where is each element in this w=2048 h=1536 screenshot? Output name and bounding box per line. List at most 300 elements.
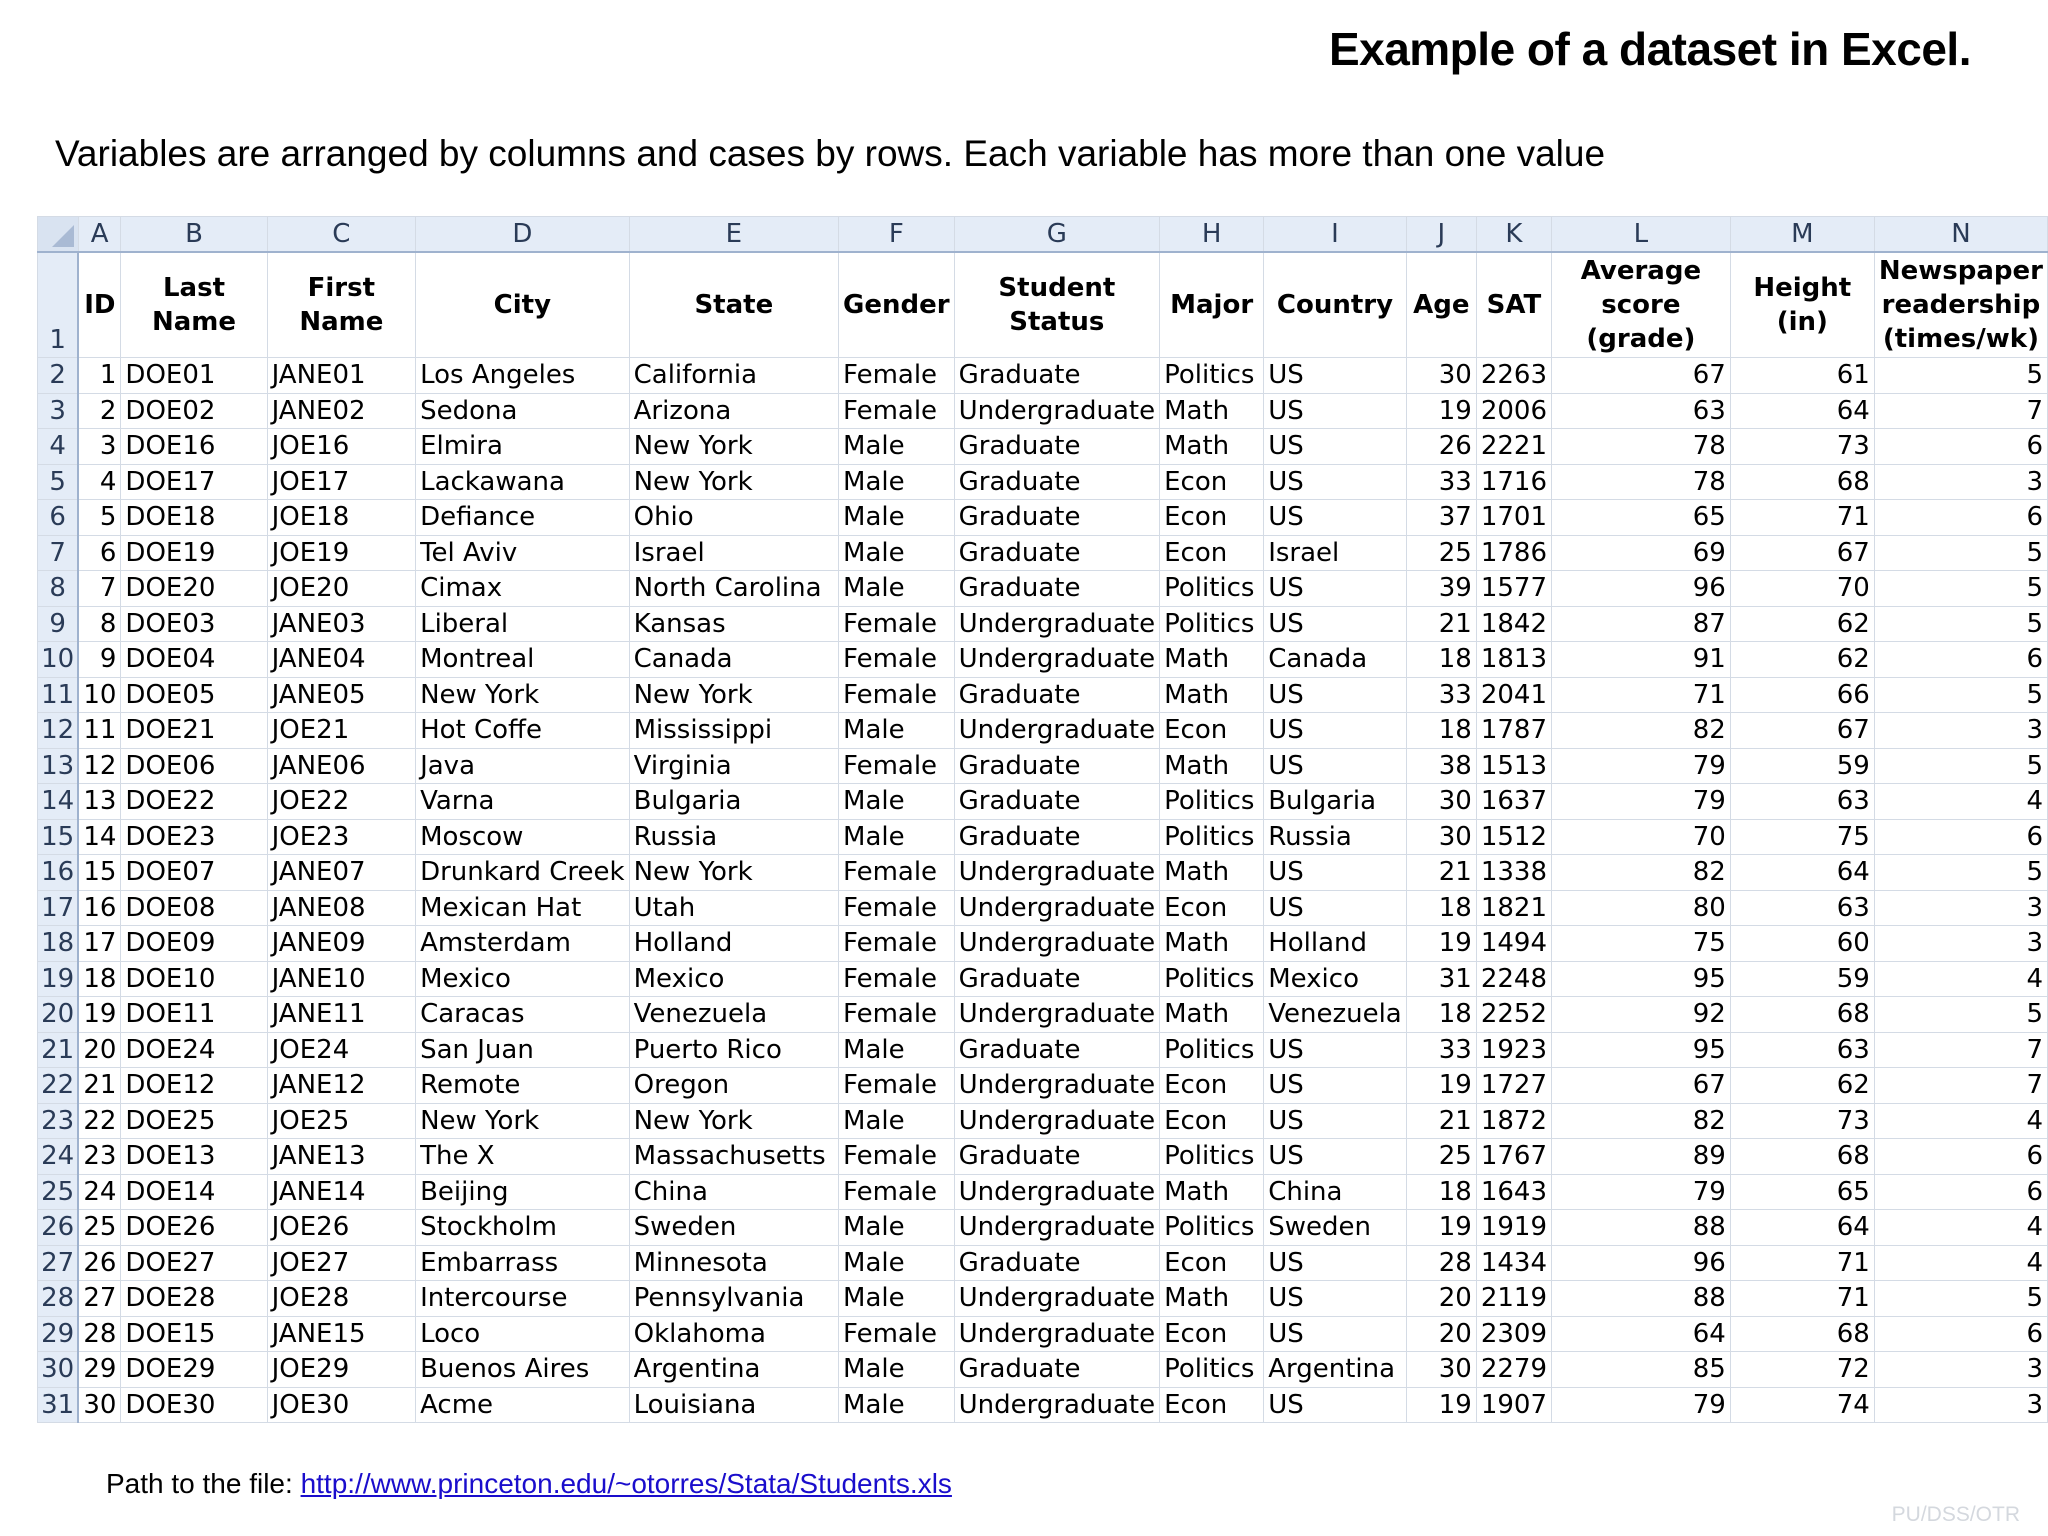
row-number[interactable]: 4 bbox=[38, 429, 79, 465]
data-cell[interactable]: US bbox=[1264, 855, 1407, 891]
header-cell[interactable]: First Name bbox=[267, 252, 415, 358]
data-cell[interactable]: Beijing bbox=[416, 1174, 630, 1210]
data-cell[interactable]: Mexico bbox=[1264, 961, 1407, 997]
data-cell[interactable]: 64 bbox=[1730, 1210, 1874, 1246]
data-cell[interactable]: 1727 bbox=[1476, 1068, 1551, 1104]
data-cell[interactable]: 1338 bbox=[1476, 855, 1551, 891]
data-cell[interactable]: JOE21 bbox=[267, 713, 415, 749]
data-cell[interactable]: Female bbox=[839, 1068, 955, 1104]
data-cell[interactable]: Russia bbox=[1264, 819, 1407, 855]
data-cell[interactable]: Politics bbox=[1160, 1352, 1264, 1388]
data-cell[interactable]: 82 bbox=[1552, 855, 1731, 891]
data-cell[interactable]: Graduate bbox=[954, 464, 1159, 500]
data-cell[interactable]: San Juan bbox=[416, 1032, 630, 1068]
data-cell[interactable]: Intercourse bbox=[416, 1281, 630, 1317]
data-cell[interactable]: DOE22 bbox=[121, 784, 267, 820]
data-cell[interactable]: Israel bbox=[1264, 535, 1407, 571]
header-cell[interactable]: Age bbox=[1406, 252, 1476, 358]
data-cell[interactable]: DOE20 bbox=[121, 571, 267, 607]
data-cell[interactable]: DOE09 bbox=[121, 926, 267, 962]
data-cell[interactable]: 15 bbox=[78, 855, 121, 891]
row-number[interactable]: 26 bbox=[38, 1210, 79, 1246]
data-cell[interactable]: 68 bbox=[1730, 1316, 1874, 1352]
data-cell[interactable]: 73 bbox=[1730, 1103, 1874, 1139]
data-cell[interactable]: 7 bbox=[1874, 1032, 2047, 1068]
data-cell[interactable]: 10 bbox=[78, 677, 121, 713]
data-cell[interactable]: Ohio bbox=[629, 500, 838, 536]
data-cell[interactable]: Econ bbox=[1160, 890, 1264, 926]
data-cell[interactable]: 6 bbox=[1874, 500, 2047, 536]
data-cell[interactable]: Male bbox=[839, 1352, 955, 1388]
data-cell[interactable]: DOE08 bbox=[121, 890, 267, 926]
data-cell[interactable]: 88 bbox=[1552, 1281, 1731, 1317]
data-cell[interactable]: JANE07 bbox=[267, 855, 415, 891]
data-cell[interactable]: JANE02 bbox=[267, 393, 415, 429]
data-cell[interactable]: 8 bbox=[78, 606, 121, 642]
data-cell[interactable]: JANE08 bbox=[267, 890, 415, 926]
data-cell[interactable]: 1821 bbox=[1476, 890, 1551, 926]
data-cell[interactable]: 14 bbox=[78, 819, 121, 855]
data-cell[interactable]: Econ bbox=[1160, 1068, 1264, 1104]
data-cell[interactable]: 95 bbox=[1552, 1032, 1731, 1068]
data-cell[interactable]: 62 bbox=[1730, 1068, 1874, 1104]
data-cell[interactable]: 96 bbox=[1552, 1245, 1731, 1281]
data-cell[interactable]: Male bbox=[839, 1281, 955, 1317]
data-cell[interactable]: Male bbox=[839, 535, 955, 571]
data-cell[interactable]: Remote bbox=[416, 1068, 630, 1104]
data-cell[interactable]: JANE13 bbox=[267, 1139, 415, 1175]
data-cell[interactable]: US bbox=[1264, 1068, 1407, 1104]
row-number[interactable]: 15 bbox=[38, 819, 79, 855]
row-number[interactable]: 13 bbox=[38, 748, 79, 784]
data-cell[interactable]: Econ bbox=[1160, 1316, 1264, 1352]
data-cell[interactable]: 4 bbox=[1874, 961, 2047, 997]
data-cell[interactable]: 2252 bbox=[1476, 997, 1551, 1033]
data-cell[interactable]: 73 bbox=[1730, 429, 1874, 465]
data-cell[interactable]: JOE19 bbox=[267, 535, 415, 571]
data-cell[interactable]: Graduate bbox=[954, 500, 1159, 536]
data-cell[interactable]: Sweden bbox=[1264, 1210, 1407, 1246]
data-cell[interactable]: 2248 bbox=[1476, 961, 1551, 997]
row-number[interactable]: 21 bbox=[38, 1032, 79, 1068]
data-cell[interactable]: 5 bbox=[1874, 1281, 2047, 1317]
data-cell[interactable]: Defiance bbox=[416, 500, 630, 536]
data-cell[interactable]: Mississippi bbox=[629, 713, 838, 749]
data-cell[interactable]: 75 bbox=[1552, 926, 1731, 962]
row-number[interactable]: 7 bbox=[38, 535, 79, 571]
data-cell[interactable]: US bbox=[1264, 713, 1407, 749]
data-cell[interactable]: Undergraduate bbox=[954, 1210, 1159, 1246]
data-cell[interactable]: 30 bbox=[1406, 1352, 1476, 1388]
data-cell[interactable]: 25 bbox=[1406, 1139, 1476, 1175]
header-cell[interactable]: Height (in) bbox=[1730, 252, 1874, 358]
data-cell[interactable]: Math bbox=[1160, 855, 1264, 891]
data-cell[interactable]: JANE04 bbox=[267, 642, 415, 678]
data-cell[interactable]: 72 bbox=[1730, 1352, 1874, 1388]
data-cell[interactable]: 87 bbox=[1552, 606, 1731, 642]
data-cell[interactable]: JOE24 bbox=[267, 1032, 415, 1068]
data-cell[interactable]: 1923 bbox=[1476, 1032, 1551, 1068]
data-cell[interactable]: DOE15 bbox=[121, 1316, 267, 1352]
row-number[interactable]: 2 bbox=[38, 358, 79, 394]
data-cell[interactable]: 2279 bbox=[1476, 1352, 1551, 1388]
data-cell[interactable]: Graduate bbox=[954, 961, 1159, 997]
data-cell[interactable]: Elmira bbox=[416, 429, 630, 465]
data-cell[interactable]: 67 bbox=[1730, 713, 1874, 749]
data-cell[interactable]: 1494 bbox=[1476, 926, 1551, 962]
data-cell[interactable]: DOE23 bbox=[121, 819, 267, 855]
row-number[interactable]: 1 bbox=[38, 252, 79, 358]
data-cell[interactable]: DOE10 bbox=[121, 961, 267, 997]
data-cell[interactable]: Undergraduate bbox=[954, 606, 1159, 642]
data-cell[interactable]: 1513 bbox=[1476, 748, 1551, 784]
data-cell[interactable]: Puerto Rico bbox=[629, 1032, 838, 1068]
data-cell[interactable]: JOE25 bbox=[267, 1103, 415, 1139]
data-cell[interactable]: DOE02 bbox=[121, 393, 267, 429]
data-cell[interactable]: Mexican Hat bbox=[416, 890, 630, 926]
data-cell[interactable]: 1643 bbox=[1476, 1174, 1551, 1210]
column-header-e[interactable]: E bbox=[629, 217, 838, 253]
data-cell[interactable]: Female bbox=[839, 748, 955, 784]
data-cell[interactable]: Politics bbox=[1160, 1032, 1264, 1068]
data-cell[interactable]: Undergraduate bbox=[954, 997, 1159, 1033]
data-cell[interactable]: 80 bbox=[1552, 890, 1731, 926]
data-cell[interactable]: 75 bbox=[1730, 819, 1874, 855]
column-header-b[interactable]: B bbox=[121, 217, 267, 253]
data-cell[interactable]: DOE24 bbox=[121, 1032, 267, 1068]
data-cell[interactable]: Male bbox=[839, 1103, 955, 1139]
data-cell[interactable]: 20 bbox=[1406, 1281, 1476, 1317]
data-cell[interactable]: 18 bbox=[78, 961, 121, 997]
data-cell[interactable]: 39 bbox=[1406, 571, 1476, 607]
data-cell[interactable]: 19 bbox=[78, 997, 121, 1033]
data-cell[interactable]: 5 bbox=[1874, 535, 2047, 571]
data-cell[interactable]: Undergraduate bbox=[954, 855, 1159, 891]
data-cell[interactable]: Female bbox=[839, 642, 955, 678]
column-header-m[interactable]: M bbox=[1730, 217, 1874, 253]
data-cell[interactable]: Female bbox=[839, 393, 955, 429]
data-cell[interactable]: US bbox=[1264, 1245, 1407, 1281]
data-cell[interactable]: JOE30 bbox=[267, 1387, 415, 1423]
row-number[interactable]: 8 bbox=[38, 571, 79, 607]
data-cell[interactable]: 78 bbox=[1552, 464, 1731, 500]
row-number[interactable]: 12 bbox=[38, 713, 79, 749]
column-header-l[interactable]: L bbox=[1552, 217, 1731, 253]
data-cell[interactable]: 2006 bbox=[1476, 393, 1551, 429]
data-cell[interactable]: JOE27 bbox=[267, 1245, 415, 1281]
data-cell[interactable]: Male bbox=[839, 713, 955, 749]
data-cell[interactable]: DOE12 bbox=[121, 1068, 267, 1104]
data-cell[interactable]: 67 bbox=[1552, 1068, 1731, 1104]
column-header-a[interactable]: A bbox=[78, 217, 121, 253]
row-number[interactable]: 5 bbox=[38, 464, 79, 500]
data-cell[interactable]: Graduate bbox=[954, 429, 1159, 465]
data-cell[interactable]: 33 bbox=[1406, 1032, 1476, 1068]
data-cell[interactable]: 9 bbox=[78, 642, 121, 678]
header-cell[interactable]: ID bbox=[78, 252, 121, 358]
row-number[interactable]: 10 bbox=[38, 642, 79, 678]
data-cell[interactable]: US bbox=[1264, 1281, 1407, 1317]
data-cell[interactable]: JOE29 bbox=[267, 1352, 415, 1388]
data-cell[interactable]: Graduate bbox=[954, 1245, 1159, 1281]
data-cell[interactable]: JOE28 bbox=[267, 1281, 415, 1317]
data-cell[interactable]: Venezuela bbox=[1264, 997, 1407, 1033]
data-cell[interactable]: JANE15 bbox=[267, 1316, 415, 1352]
data-cell[interactable]: 1787 bbox=[1476, 713, 1551, 749]
data-cell[interactable]: 91 bbox=[1552, 642, 1731, 678]
data-cell[interactable]: Undergraduate bbox=[954, 1103, 1159, 1139]
data-cell[interactable]: 71 bbox=[1730, 1281, 1874, 1317]
data-cell[interactable]: China bbox=[1264, 1174, 1407, 1210]
data-cell[interactable]: Israel bbox=[629, 535, 838, 571]
data-cell[interactable]: 18 bbox=[1406, 713, 1476, 749]
data-cell[interactable]: 74 bbox=[1730, 1387, 1874, 1423]
data-cell[interactable]: 96 bbox=[1552, 571, 1731, 607]
data-cell[interactable]: Virginia bbox=[629, 748, 838, 784]
data-cell[interactable]: 1637 bbox=[1476, 784, 1551, 820]
data-cell[interactable]: DOE13 bbox=[121, 1139, 267, 1175]
data-cell[interactable]: 18 bbox=[1406, 890, 1476, 926]
data-cell[interactable]: DOE16 bbox=[121, 429, 267, 465]
data-cell[interactable]: Moscow bbox=[416, 819, 630, 855]
data-cell[interactable]: 30 bbox=[1406, 358, 1476, 394]
data-cell[interactable]: JANE14 bbox=[267, 1174, 415, 1210]
data-cell[interactable]: Female bbox=[839, 606, 955, 642]
data-cell[interactable]: JOE23 bbox=[267, 819, 415, 855]
data-cell[interactable]: Undergraduate bbox=[954, 713, 1159, 749]
data-cell[interactable]: 5 bbox=[1874, 358, 2047, 394]
data-cell[interactable]: DOE11 bbox=[121, 997, 267, 1033]
data-cell[interactable]: 19 bbox=[1406, 1387, 1476, 1423]
data-cell[interactable]: 30 bbox=[78, 1387, 121, 1423]
data-cell[interactable]: Louisiana bbox=[629, 1387, 838, 1423]
data-cell[interactable]: US bbox=[1264, 393, 1407, 429]
data-cell[interactable]: 2309 bbox=[1476, 1316, 1551, 1352]
data-cell[interactable]: 71 bbox=[1730, 500, 1874, 536]
data-cell[interactable]: 16 bbox=[78, 890, 121, 926]
data-cell[interactable]: Hot Coffe bbox=[416, 713, 630, 749]
data-cell[interactable]: 7 bbox=[78, 571, 121, 607]
row-number[interactable]: 17 bbox=[38, 890, 79, 926]
data-cell[interactable]: Graduate bbox=[954, 1352, 1159, 1388]
data-cell[interactable]: 17 bbox=[78, 926, 121, 962]
data-cell[interactable]: Massachusetts bbox=[629, 1139, 838, 1175]
column-header-g[interactable]: G bbox=[954, 217, 1159, 253]
data-cell[interactable]: 19 bbox=[1406, 926, 1476, 962]
data-cell[interactable]: Holland bbox=[1264, 926, 1407, 962]
data-cell[interactable]: 33 bbox=[1406, 677, 1476, 713]
data-cell[interactable]: US bbox=[1264, 748, 1407, 784]
data-cell[interactable]: JANE05 bbox=[267, 677, 415, 713]
data-cell[interactable]: Stockholm bbox=[416, 1210, 630, 1246]
data-cell[interactable]: 1842 bbox=[1476, 606, 1551, 642]
data-cell[interactable]: Female bbox=[839, 961, 955, 997]
data-cell[interactable]: Undergraduate bbox=[954, 890, 1159, 926]
data-cell[interactable]: 5 bbox=[1874, 606, 2047, 642]
data-cell[interactable]: 1434 bbox=[1476, 1245, 1551, 1281]
data-cell[interactable]: 3 bbox=[1874, 1387, 2047, 1423]
data-cell[interactable]: 6 bbox=[1874, 1316, 2047, 1352]
data-cell[interactable]: North Carolina bbox=[629, 571, 838, 607]
data-cell[interactable]: Politics bbox=[1160, 1139, 1264, 1175]
data-cell[interactable]: DOE17 bbox=[121, 464, 267, 500]
data-cell[interactable]: 68 bbox=[1730, 464, 1874, 500]
data-cell[interactable]: JOE17 bbox=[267, 464, 415, 500]
data-cell[interactable]: 1786 bbox=[1476, 535, 1551, 571]
data-cell[interactable]: Kansas bbox=[629, 606, 838, 642]
data-cell[interactable]: Graduate bbox=[954, 748, 1159, 784]
data-cell[interactable]: 79 bbox=[1552, 748, 1731, 784]
data-cell[interactable]: 2041 bbox=[1476, 677, 1551, 713]
data-cell[interactable]: 5 bbox=[1874, 571, 2047, 607]
data-cell[interactable]: 85 bbox=[1552, 1352, 1731, 1388]
row-number[interactable]: 23 bbox=[38, 1103, 79, 1139]
data-cell[interactable]: 25 bbox=[1406, 535, 1476, 571]
data-cell[interactable]: Math bbox=[1160, 642, 1264, 678]
data-cell[interactable]: 31 bbox=[1406, 961, 1476, 997]
data-cell[interactable]: 29 bbox=[78, 1352, 121, 1388]
data-cell[interactable]: 66 bbox=[1730, 677, 1874, 713]
data-cell[interactable]: Politics bbox=[1160, 606, 1264, 642]
data-cell[interactable]: Graduate bbox=[954, 535, 1159, 571]
data-cell[interactable]: DOE06 bbox=[121, 748, 267, 784]
data-cell[interactable]: Tel Aviv bbox=[416, 535, 630, 571]
data-cell[interactable]: 3 bbox=[1874, 1352, 2047, 1388]
data-cell[interactable]: The X bbox=[416, 1139, 630, 1175]
data-cell[interactable]: JOE20 bbox=[267, 571, 415, 607]
data-cell[interactable]: Argentina bbox=[1264, 1352, 1407, 1388]
data-cell[interactable]: Undergraduate bbox=[954, 1068, 1159, 1104]
data-cell[interactable]: Graduate bbox=[954, 677, 1159, 713]
row-number[interactable]: 27 bbox=[38, 1245, 79, 1281]
data-cell[interactable]: Politics bbox=[1160, 571, 1264, 607]
header-cell[interactable]: State bbox=[629, 252, 838, 358]
data-cell[interactable]: Math bbox=[1160, 393, 1264, 429]
data-cell[interactable]: 20 bbox=[1406, 1316, 1476, 1352]
data-cell[interactable]: Los Angeles bbox=[416, 358, 630, 394]
data-cell[interactable]: 62 bbox=[1730, 606, 1874, 642]
row-number[interactable]: 3 bbox=[38, 393, 79, 429]
header-cell[interactable]: Major bbox=[1160, 252, 1264, 358]
data-cell[interactable]: 92 bbox=[1552, 997, 1731, 1033]
data-cell[interactable]: 1919 bbox=[1476, 1210, 1551, 1246]
data-cell[interactable]: DOE03 bbox=[121, 606, 267, 642]
data-cell[interactable]: Loco bbox=[416, 1316, 630, 1352]
data-cell[interactable]: 3 bbox=[1874, 926, 2047, 962]
data-cell[interactable]: Minnesota bbox=[629, 1245, 838, 1281]
data-cell[interactable]: Politics bbox=[1160, 1210, 1264, 1246]
data-cell[interactable]: 2 bbox=[78, 393, 121, 429]
data-cell[interactable]: Undergraduate bbox=[954, 642, 1159, 678]
data-cell[interactable]: 6 bbox=[1874, 642, 2047, 678]
data-cell[interactable]: 59 bbox=[1730, 748, 1874, 784]
data-cell[interactable]: Econ bbox=[1160, 1103, 1264, 1139]
data-cell[interactable]: 79 bbox=[1552, 784, 1731, 820]
column-header-c[interactable]: C bbox=[267, 217, 415, 253]
data-cell[interactable]: DOE28 bbox=[121, 1281, 267, 1317]
data-cell[interactable]: DOE05 bbox=[121, 677, 267, 713]
data-cell[interactable]: 68 bbox=[1730, 997, 1874, 1033]
data-cell[interactable]: Mexico bbox=[416, 961, 630, 997]
data-cell[interactable]: 3 bbox=[1874, 890, 2047, 926]
data-cell[interactable]: 28 bbox=[1406, 1245, 1476, 1281]
row-number[interactable]: 31 bbox=[38, 1387, 79, 1423]
data-cell[interactable]: Male bbox=[839, 429, 955, 465]
data-cell[interactable]: New York bbox=[629, 855, 838, 891]
data-cell[interactable]: JANE06 bbox=[267, 748, 415, 784]
data-cell[interactable]: Varna bbox=[416, 784, 630, 820]
data-cell[interactable]: 71 bbox=[1552, 677, 1731, 713]
data-cell[interactable]: DOE04 bbox=[121, 642, 267, 678]
data-cell[interactable]: US bbox=[1264, 677, 1407, 713]
select-all-corner[interactable] bbox=[38, 217, 79, 253]
data-cell[interactable]: JANE09 bbox=[267, 926, 415, 962]
data-cell[interactable]: 59 bbox=[1730, 961, 1874, 997]
data-cell[interactable]: 2119 bbox=[1476, 1281, 1551, 1317]
data-cell[interactable]: 18 bbox=[1406, 997, 1476, 1033]
row-number[interactable]: 30 bbox=[38, 1352, 79, 1388]
row-number[interactable]: 22 bbox=[38, 1068, 79, 1104]
data-cell[interactable]: Graduate bbox=[954, 784, 1159, 820]
data-cell[interactable]: 23 bbox=[78, 1139, 121, 1175]
data-cell[interactable]: Oklahoma bbox=[629, 1316, 838, 1352]
data-cell[interactable]: 1701 bbox=[1476, 500, 1551, 536]
data-cell[interactable]: 61 bbox=[1730, 358, 1874, 394]
data-cell[interactable]: US bbox=[1264, 464, 1407, 500]
data-cell[interactable]: 6 bbox=[1874, 1174, 2047, 1210]
header-cell[interactable]: Last Name bbox=[121, 252, 267, 358]
data-cell[interactable]: 1907 bbox=[1476, 1387, 1551, 1423]
data-cell[interactable]: 12 bbox=[78, 748, 121, 784]
data-cell[interactable]: JANE12 bbox=[267, 1068, 415, 1104]
data-cell[interactable]: 6 bbox=[1874, 1139, 2047, 1175]
row-number[interactable]: 24 bbox=[38, 1139, 79, 1175]
data-cell[interactable]: Female bbox=[839, 677, 955, 713]
data-cell[interactable]: 70 bbox=[1552, 819, 1731, 855]
data-cell[interactable]: Math bbox=[1160, 997, 1264, 1033]
data-cell[interactable]: Embarrass bbox=[416, 1245, 630, 1281]
data-cell[interactable]: Graduate bbox=[954, 571, 1159, 607]
data-cell[interactable]: Female bbox=[839, 855, 955, 891]
data-cell[interactable]: Undergraduate bbox=[954, 1316, 1159, 1352]
data-cell[interactable]: 5 bbox=[1874, 997, 2047, 1033]
data-cell[interactable]: Math bbox=[1160, 429, 1264, 465]
data-cell[interactable]: 6 bbox=[1874, 819, 2047, 855]
data-cell[interactable]: 3 bbox=[1874, 713, 2047, 749]
data-cell[interactable]: Amsterdam bbox=[416, 926, 630, 962]
data-cell[interactable]: US bbox=[1264, 1139, 1407, 1175]
data-cell[interactable]: 65 bbox=[1730, 1174, 1874, 1210]
data-cell[interactable]: Pennsylvania bbox=[629, 1281, 838, 1317]
data-cell[interactable]: 78 bbox=[1552, 429, 1731, 465]
data-cell[interactable]: Undergraduate bbox=[954, 926, 1159, 962]
data-cell[interactable]: 3 bbox=[1874, 464, 2047, 500]
data-cell[interactable]: Mexico bbox=[629, 961, 838, 997]
data-cell[interactable]: 20 bbox=[78, 1032, 121, 1068]
data-cell[interactable]: JOE26 bbox=[267, 1210, 415, 1246]
data-cell[interactable]: 64 bbox=[1730, 393, 1874, 429]
data-cell[interactable]: Undergraduate bbox=[954, 1174, 1159, 1210]
data-cell[interactable]: Canada bbox=[1264, 642, 1407, 678]
data-cell[interactable]: 26 bbox=[78, 1245, 121, 1281]
data-cell[interactable]: 21 bbox=[1406, 855, 1476, 891]
data-cell[interactable]: 1767 bbox=[1476, 1139, 1551, 1175]
data-cell[interactable]: Caracas bbox=[416, 997, 630, 1033]
data-cell[interactable]: 63 bbox=[1552, 393, 1731, 429]
data-cell[interactable]: 3 bbox=[78, 429, 121, 465]
data-cell[interactable]: Argentina bbox=[629, 1352, 838, 1388]
header-cell[interactable]: Student Status bbox=[954, 252, 1159, 358]
